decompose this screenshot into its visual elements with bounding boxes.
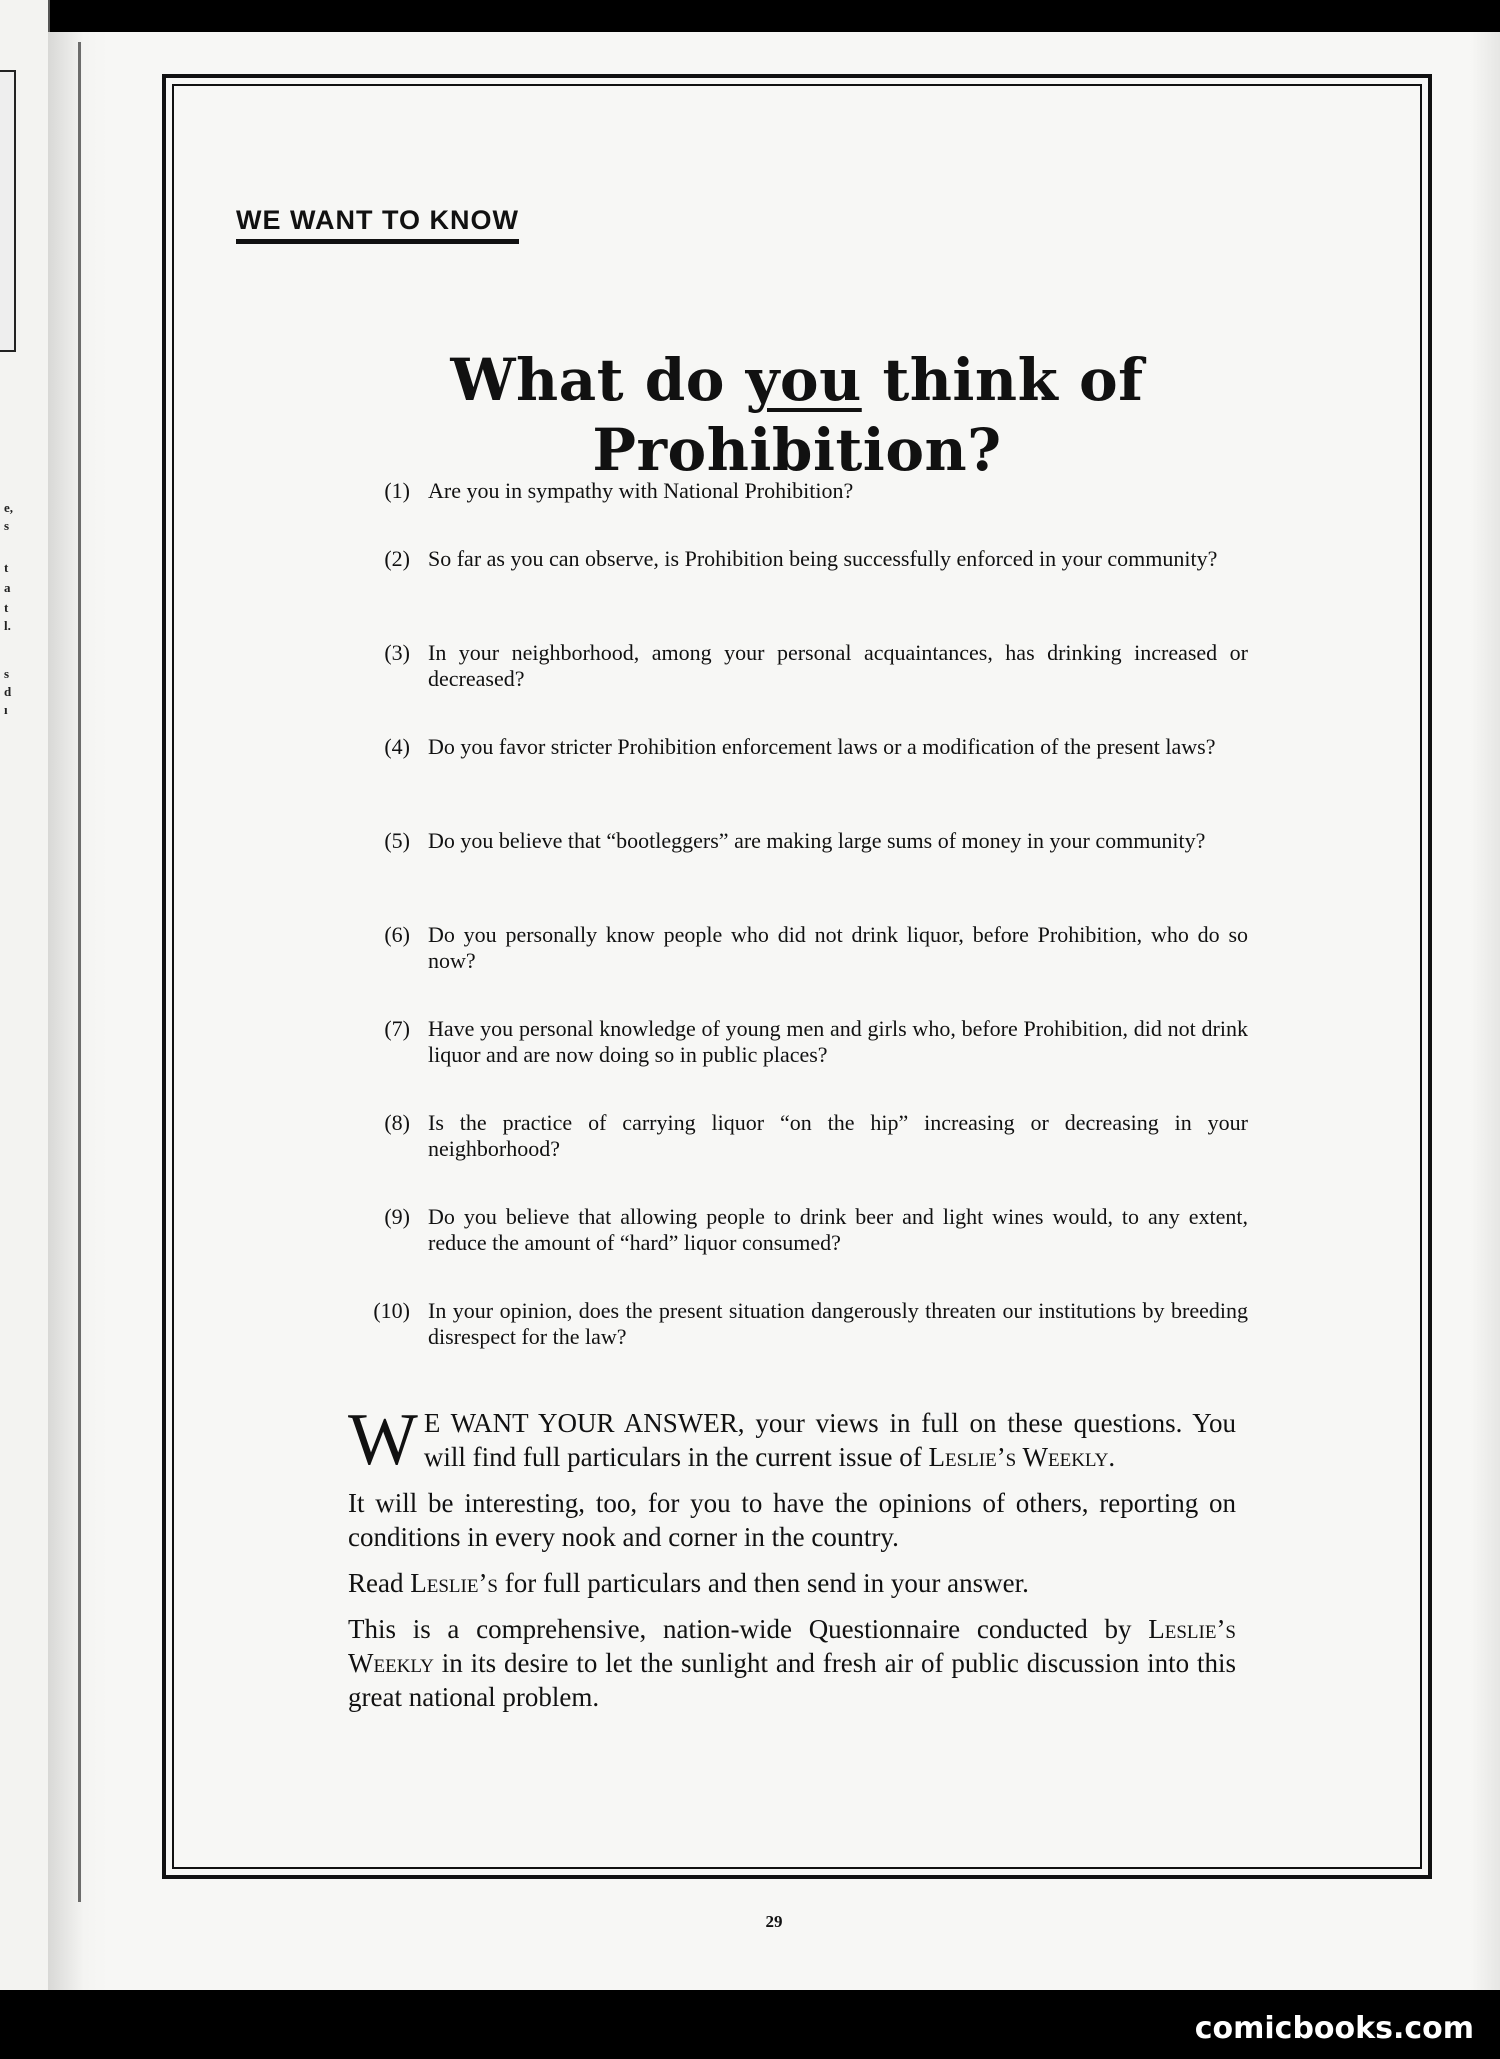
- question-text: Have you personal knowledge of young men and girls who, before Prohibition, did not drink liquor and are now doing so in public places?: [428, 1016, 1248, 1067]
- publication-name: Leslie’s Weekly.: [928, 1442, 1116, 1472]
- publication-name: Leslie’s Weekly: [348, 1614, 1236, 1678]
- binding-gutter: [48, 32, 108, 1990]
- question-number: (1): [384, 478, 410, 503]
- facing-page-text: t: [4, 560, 9, 575]
- headline-line-2: Prohibition?: [592, 415, 1002, 484]
- answer-text: Read: [348, 1568, 411, 1598]
- question-number: (10): [373, 1298, 410, 1323]
- question-number: (3): [384, 640, 410, 665]
- facing-page-text: l.: [4, 618, 11, 633]
- facing-page-text: ı: [4, 702, 8, 717]
- question-text: Do you believe that allowing people to drink beer and light wines would, to any extent, reduce the amount of “hard” liquor consumed?: [428, 1204, 1248, 1255]
- question-text: In your opinion, does the present situation dangerously threaten our institutions by breeding disrespect for the law?: [428, 1298, 1248, 1349]
- question-text: Are you in sympathy with National Prohibition?: [428, 478, 854, 503]
- kicker-heading: WE WANT TO KNOW: [236, 206, 519, 244]
- answer-text: your views in full on these questions. You will find full particulars in the current issue of: [423, 1408, 1237, 1472]
- question-number: (6): [384, 922, 410, 947]
- question-text: Do you believe that “bootleggers” are making large sums of money in your community?: [428, 828, 1206, 853]
- headline-text: think of: [861, 346, 1144, 414]
- site-watermark: comicbooks.com: [1194, 2011, 1474, 2046]
- answer-paragraph-2: It will be interesting, too, for you to have the opinions of others, reporting on conditions in every nook and corner in the country.: [348, 1488, 1236, 1552]
- question-text: Is the practice of carrying liquor “on the hip” increasing or decreasing in your neighborhood?: [428, 1110, 1248, 1161]
- question-text: Do you favor stricter Prohibition enforcement laws or a modification of the present laws?: [428, 734, 1216, 759]
- question-number: (5): [384, 828, 410, 853]
- question-number: (9): [384, 1204, 410, 1229]
- question-text: Do you personally know people who did not drink liquor, before Prohibition, who do so now?: [428, 922, 1248, 973]
- answer-text: in its desire to let the sunlight and fresh air of public discussion into this great national problem.: [348, 1648, 1236, 1712]
- question-number: (8): [384, 1110, 410, 1135]
- answer-paragraph-4: [348, 1612, 1236, 1714]
- page-edge-shade: [1470, 32, 1500, 1990]
- answer-text: This is a comprehensive, nation-wide Questionnaire conducted by: [348, 1614, 1149, 1644]
- facing-page-edge: [0, 0, 50, 1990]
- facing-page-text: s: [4, 518, 10, 533]
- facing-page-text: d: [4, 684, 12, 699]
- binding-edge: [78, 42, 81, 1902]
- publication-name: Leslie’s: [410, 1568, 498, 1598]
- facing-page-text: a: [4, 580, 11, 595]
- facing-page-illustration: [0, 70, 16, 352]
- answer-paragraph-3: [348, 1566, 1236, 1600]
- question-number: (2): [384, 546, 410, 571]
- headline-emphasis: you: [745, 346, 862, 414]
- answer-appeal: [348, 1399, 1237, 1726]
- facing-page-text: t: [4, 600, 9, 615]
- answer-text: for full particulars and then send in your answer.: [498, 1568, 1029, 1598]
- answer-paragraph-1: [348, 1399, 1237, 1481]
- headline-line-1: [166, 346, 1428, 416]
- drop-cap: W: [348, 1399, 418, 1481]
- question-number: (7): [384, 1016, 410, 1041]
- answer-lead: E WANT YOUR ANSWER,: [423, 1408, 745, 1438]
- magazine-page: [48, 32, 1500, 1990]
- question-number: (4): [384, 734, 410, 759]
- question-text: In your neighborhood, among your personal acquaintances, has drinking increased or decreased?: [428, 640, 1248, 691]
- page-number: 29: [765, 1912, 783, 1931]
- question-text: So far as you can observe, is Prohibition being successfully enforced in your community?: [428, 546, 1218, 571]
- headline-text: What do: [450, 346, 746, 414]
- facing-page-text: e,: [4, 500, 14, 515]
- facing-page-text: s: [4, 666, 10, 681]
- headline: [166, 346, 1428, 485]
